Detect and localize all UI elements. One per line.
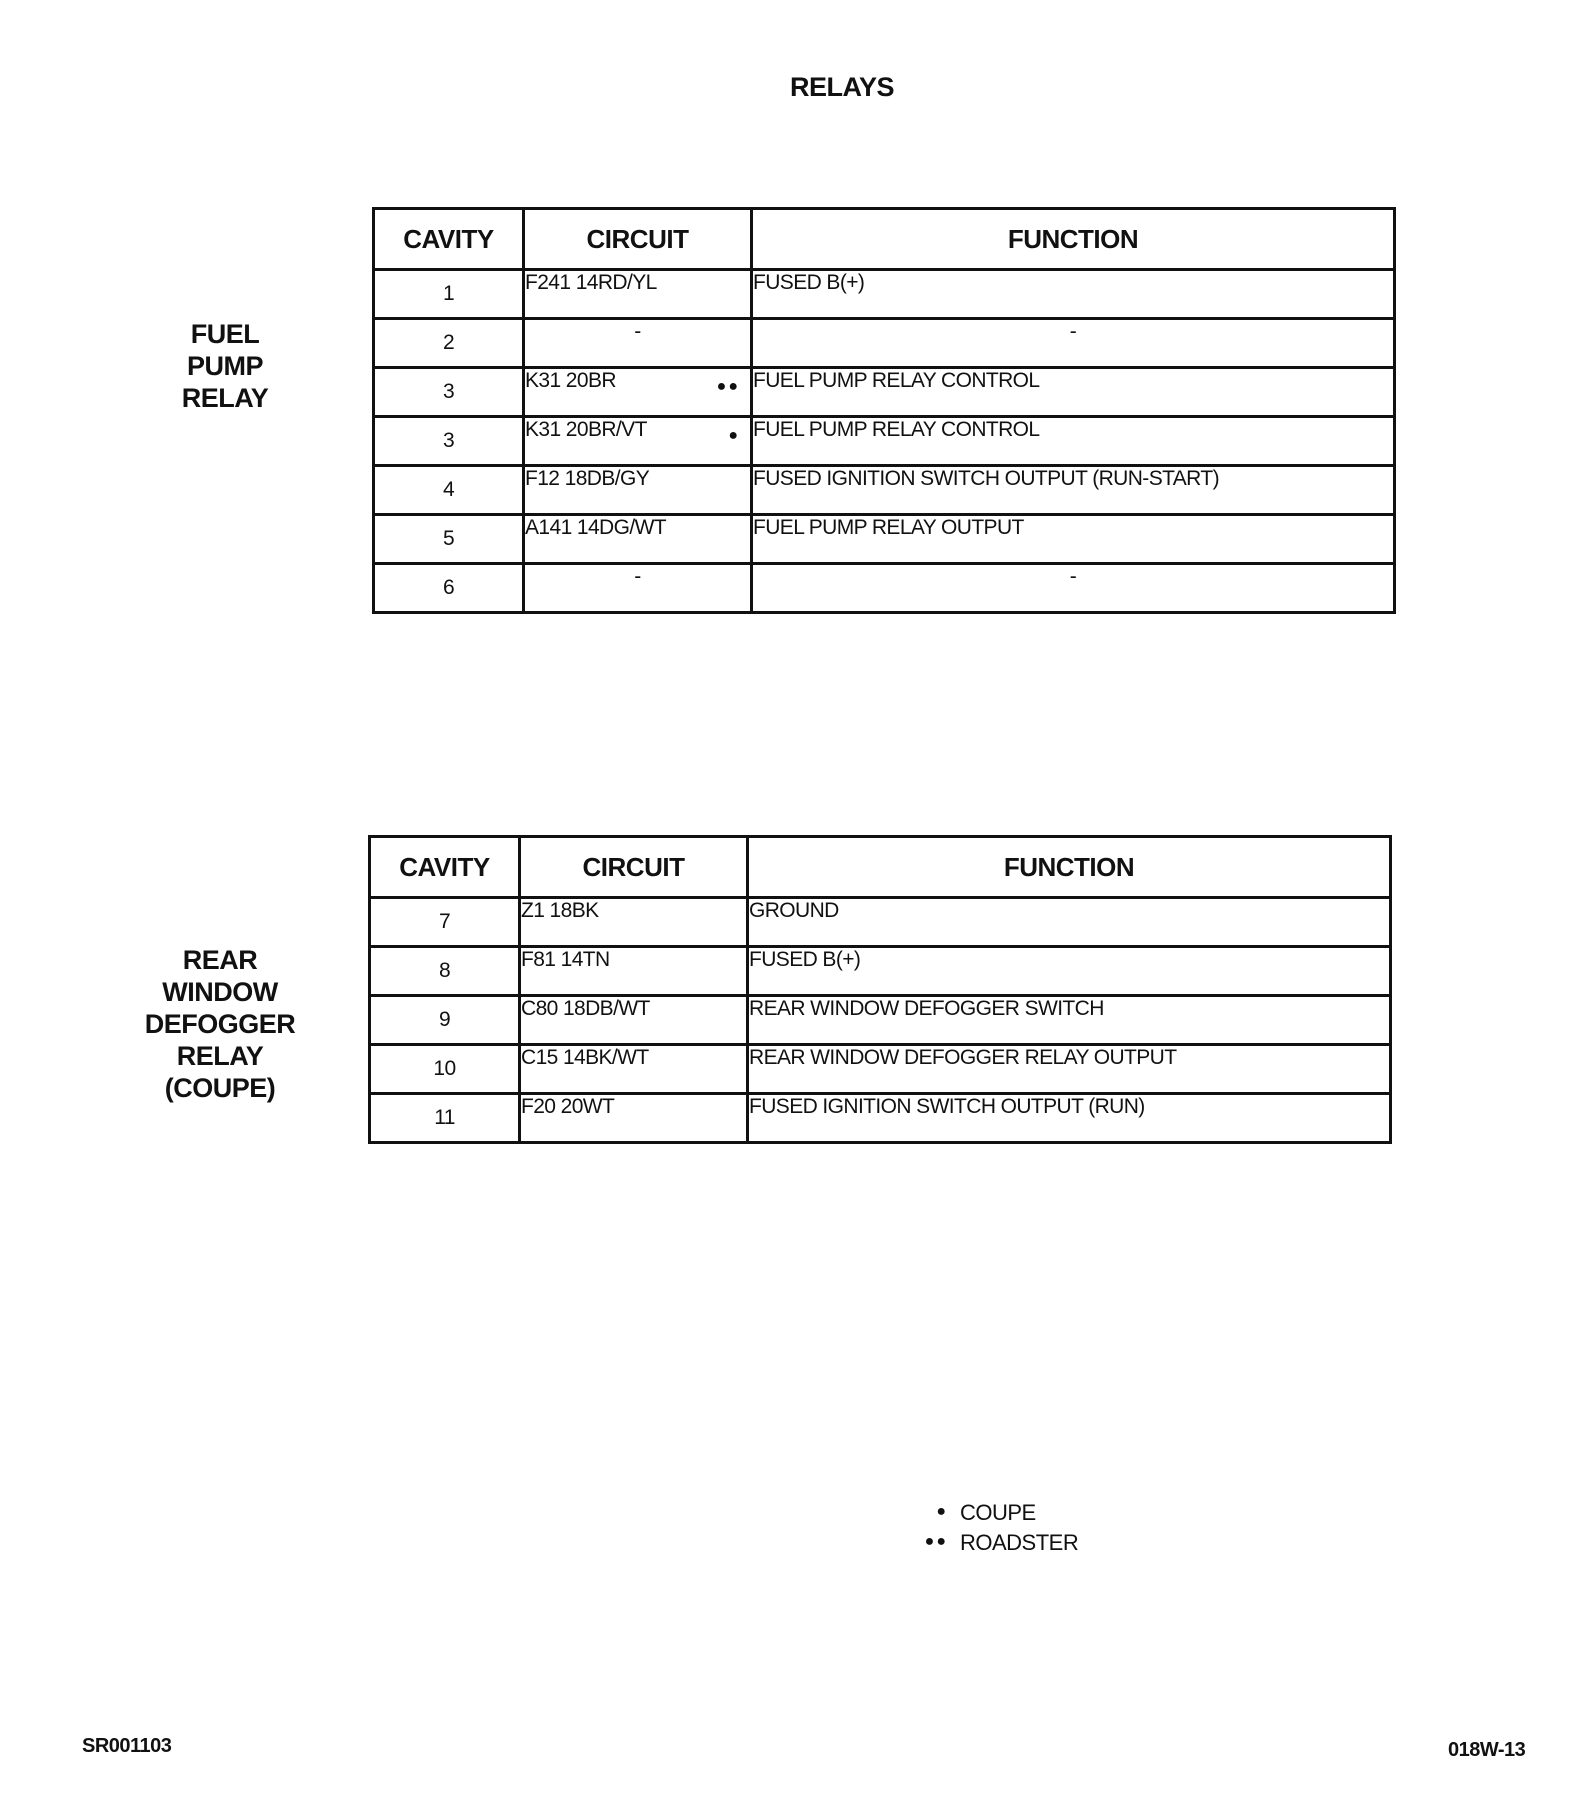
- cavity-header: CAVITY: [370, 837, 520, 898]
- function-cell: FUSED IGNITION SWITCH OUTPUT (RUN-START): [752, 466, 1395, 515]
- circuit-cell: [524, 564, 752, 613]
- rear-window-defogger-relay-label: [140, 944, 300, 1104]
- label-line: RELAY: [181, 383, 269, 413]
- function-cell: GROUND: [748, 898, 1391, 947]
- legend-item-coupe: [936, 1500, 1078, 1530]
- circuit-header: CIRCUIT: [524, 209, 752, 270]
- circuit-cell: [524, 466, 752, 515]
- circuit-header: CIRCUIT: [520, 837, 748, 898]
- circuit-text: -: [634, 565, 641, 588]
- circuit-cell: [524, 515, 752, 564]
- function-header: FUNCTION: [752, 209, 1395, 270]
- table-row: [370, 947, 1391, 996]
- table-row: [374, 564, 1395, 613]
- function-header: FUNCTION: [748, 837, 1391, 898]
- circuit-cell: [520, 996, 748, 1045]
- cavity-cell: 9: [370, 996, 520, 1045]
- circuit-text: A141 14DG/WT: [525, 516, 667, 539]
- circuit-cell: [524, 368, 752, 417]
- circuit-text: K31 20BR/VT: [525, 418, 647, 441]
- function-cell: FUEL PUMP RELAY OUTPUT: [752, 515, 1395, 564]
- cavity-cell: 2: [374, 319, 524, 368]
- table-header-row: [374, 209, 1395, 270]
- circuit-text: F20 20WT: [521, 1095, 615, 1118]
- roadster-marker-icon: ●●: [716, 378, 740, 395]
- circuit-text: C80 18DB/WT: [521, 997, 650, 1020]
- function-cell: FUSED IGNITION SWITCH OUTPUT (RUN): [748, 1094, 1391, 1143]
- legend-label: ROADSTER: [960, 1530, 1079, 1555]
- table-row: [374, 515, 1395, 564]
- circuit-cell: [520, 947, 748, 996]
- table-row: [374, 319, 1395, 368]
- fuel-pump-relay-label: [150, 318, 300, 414]
- legend-label: COUPE: [960, 1500, 1036, 1525]
- table-row: [370, 1094, 1391, 1143]
- rear-window-defogger-relay-table: [368, 835, 1392, 1144]
- document-code: SR001103: [82, 1735, 172, 1757]
- function-cell: -: [752, 564, 1395, 613]
- cavity-cell: 3: [374, 368, 524, 417]
- table-row: [374, 270, 1395, 319]
- label-line: PUMP: [186, 351, 263, 381]
- label-line: WINDOW: [162, 977, 278, 1007]
- table-row: [374, 466, 1395, 515]
- cavity-header: CAVITY: [374, 209, 524, 270]
- circuit-cell: [520, 1045, 748, 1094]
- table-row: [374, 368, 1395, 417]
- label-line: FUEL: [190, 319, 260, 349]
- circuit-text: F12 18DB/GY: [525, 467, 650, 490]
- circuit-text: F241 14RD/YL: [525, 271, 657, 294]
- circuit-text: C15 14BK/WT: [521, 1046, 649, 1069]
- circuit-cell: [524, 417, 752, 466]
- coupe-dot-icon: ●: [936, 1503, 948, 1520]
- circuit-cell: [520, 898, 748, 947]
- fuel-pump-relay-table: [372, 207, 1396, 614]
- page-number: 018W-13: [1448, 1739, 1526, 1761]
- cavity-cell: 3: [374, 417, 524, 466]
- cavity-cell: 4: [374, 466, 524, 515]
- roadster-dots-icon: ●●: [924, 1533, 948, 1550]
- label-line: REAR: [182, 945, 258, 975]
- label-line: DEFOGGER: [144, 1009, 296, 1039]
- table-header-row: [370, 837, 1391, 898]
- circuit-text: F81 14TN: [521, 948, 610, 971]
- table-row: [370, 1045, 1391, 1094]
- cavity-cell: 1: [374, 270, 524, 319]
- function-cell: -: [752, 319, 1395, 368]
- cavity-cell: 5: [374, 515, 524, 564]
- function-cell: FUSED B(+): [752, 270, 1395, 319]
- page-title: RELAYS: [789, 72, 895, 102]
- table-row: [370, 898, 1391, 947]
- legend-item-roadster: [924, 1530, 1079, 1560]
- circuit-cell: [524, 270, 752, 319]
- function-cell: REAR WINDOW DEFOGGER RELAY OUTPUT: [748, 1045, 1391, 1094]
- cavity-cell: 7: [370, 898, 520, 947]
- circuit-cell: [520, 1094, 748, 1143]
- function-cell: FUSED B(+): [748, 947, 1391, 996]
- coupe-marker-icon: ●: [728, 427, 740, 444]
- function-cell: FUEL PUMP RELAY CONTROL: [752, 368, 1395, 417]
- table-row: [370, 996, 1391, 1045]
- cavity-cell: 6: [374, 564, 524, 613]
- legend: [924, 1500, 1079, 1560]
- table-row: [374, 417, 1395, 466]
- cavity-cell: 10: [370, 1045, 520, 1094]
- circuit-text: Z1 18BK: [521, 899, 599, 922]
- circuit-cell: [524, 319, 752, 368]
- function-cell: REAR WINDOW DEFOGGER SWITCH: [748, 996, 1391, 1045]
- function-cell: FUEL PUMP RELAY CONTROL: [752, 417, 1395, 466]
- circuit-text: -: [634, 320, 641, 343]
- circuit-text: K31 20BR: [525, 369, 616, 392]
- label-line: RELAY: [176, 1041, 264, 1071]
- cavity-cell: 11: [370, 1094, 520, 1143]
- cavity-cell: 8: [370, 947, 520, 996]
- label-line: (COUPE): [164, 1073, 276, 1103]
